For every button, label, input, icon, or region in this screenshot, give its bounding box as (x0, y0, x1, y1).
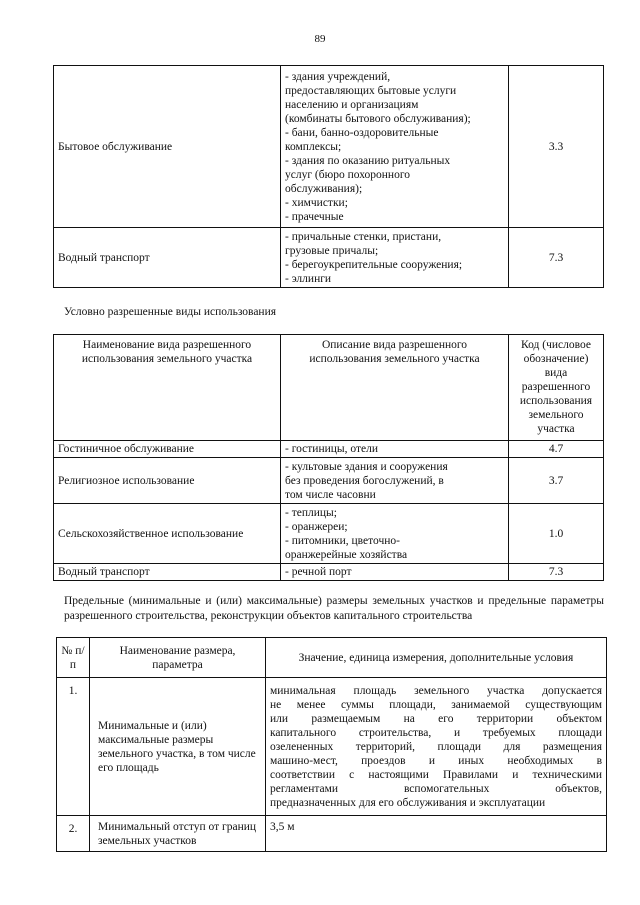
parameter-value: минимальная площадь земельного участка допускается не менее суммы площади, занимаемой существующим или размещаемым на его территории объектом капитального строительства, и требуемых площади озелененных территорий, площади для размещения машино-мест, проездов и иных необходимых в соответствии с настоящими Правилами и техническими регламентами вспомогательных объектов, предназначенных для его обслуживания и эксплуатации (266, 678, 607, 816)
parameter-name: Минимальные и (или) максимальные размеры земельного участка, в том числе его площадь (90, 678, 266, 816)
use-code-cell: 4.7 (509, 441, 604, 458)
use-name-cell: Сельскохозяйственное использование (54, 504, 281, 564)
use-name-cell: Гостиничное обслуживание (54, 441, 281, 458)
table-row (57, 816, 607, 852)
table-row (54, 441, 604, 458)
use-name-cell: Бытовое обслуживание (54, 66, 281, 228)
use-name-cell: Водный транспорт (54, 228, 281, 288)
row-number: 2. (57, 816, 90, 852)
use-description-cell: - теплицы; - оранжереи; - питомники, цветочно- оранжерейные хозяйства (281, 504, 509, 564)
use-code-cell: 3.7 (509, 458, 604, 504)
table-row (57, 678, 607, 816)
limits-title: Предельные (минимальные и (или) максимальные) размеры земельных участков и предельные параметры разрешенного строительства, реконструкции объектов капитального строительства (64, 595, 604, 622)
header-value: Значение, единица измерения, дополнительные условия (266, 638, 607, 678)
table-row (54, 458, 604, 504)
table-row (54, 228, 604, 288)
header-use-description: Описание вида разрешенного использования земельного участка (281, 335, 509, 441)
parameter-name: Минимальный отступ от границ земельных участков (90, 816, 266, 852)
use-description-cell: - причальные стенки, пристани, грузовые причалы; - берегоукрепительные сооружения; - эллинги (281, 228, 509, 288)
use-code-cell: 3.3 (509, 66, 604, 228)
limits-table (56, 637, 607, 852)
header-use-code: Код (числовое обозначение) вида разрешенного использования земельного участка (509, 335, 604, 441)
header-number: № п/п (57, 638, 90, 678)
table-row (54, 564, 604, 581)
main-uses-table-continued (53, 65, 604, 288)
table-row (54, 66, 604, 228)
use-description-cell: - речной порт (281, 564, 509, 581)
table-header-row (54, 335, 604, 441)
use-description-cell: - здания учреждений, предоставляющих бытовые услуги населению и организациям (комбинаты бытового обслуживания); - бани, банно-оздоровительные комплексы; - здания по оказанию ритуальных услуг (бюро похоронного обслуживания); - химчистки; - прачечные (281, 66, 509, 228)
conditional-uses-table (53, 334, 604, 581)
parameter-value: 3,5 м (266, 816, 607, 852)
use-code-cell: 7.3 (509, 564, 604, 581)
header-use-name: Наименование вида разрешенного использования земельного участка (54, 335, 281, 441)
table-header-row (57, 638, 607, 678)
use-description-cell: - культовые здания и сооружения без проведения богослужений, в том числе часовни (281, 458, 509, 504)
table-row (54, 504, 604, 564)
row-number: 1. (57, 678, 90, 816)
use-name-cell: Водный транспорт (54, 564, 281, 581)
conditional-uses-title: Условно разрешенные виды использования (64, 306, 277, 318)
use-name-cell: Религиозное использование (54, 458, 281, 504)
use-code-cell: 7.3 (509, 228, 604, 288)
use-code-cell: 1.0 (509, 504, 604, 564)
header-parameter: Наименование размера, параметра (90, 638, 266, 678)
use-description-cell: - гостиницы, отели (281, 441, 509, 458)
page-number: 89 (314, 33, 326, 45)
